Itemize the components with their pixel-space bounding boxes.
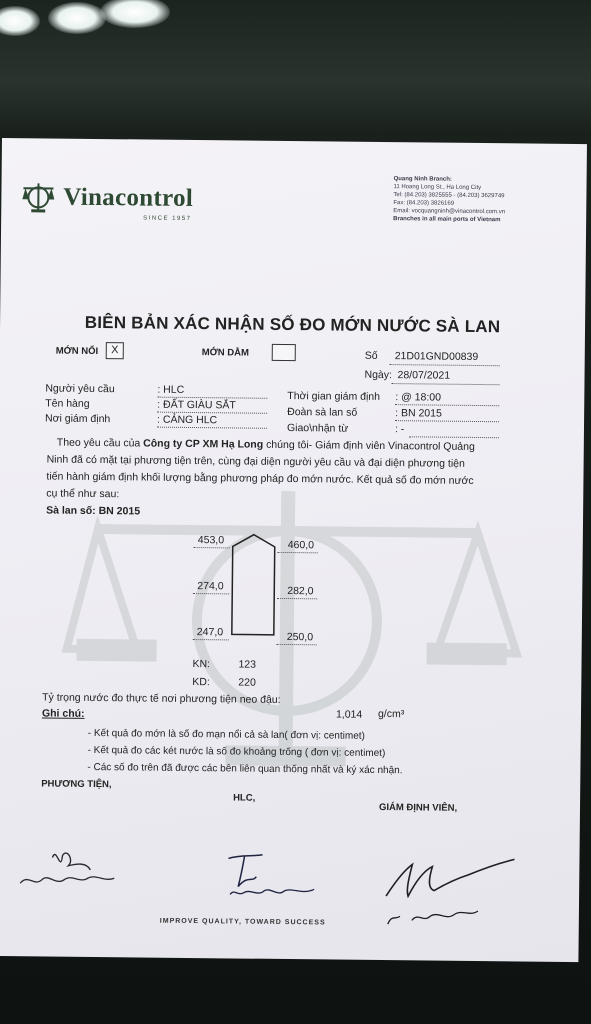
giam-dinh-vien-label: GIÁM ĐỊNH VIÊN,: [378, 801, 458, 814]
kn-label: KN:: [192, 658, 211, 671]
thoi-gian-value: : @ 18:00: [395, 391, 442, 404]
mon-dam-checkbox: [272, 344, 296, 361]
kn-value: 123: [238, 658, 257, 671]
doan-sa-lan-value: : BN 2015: [395, 407, 442, 420]
notes-list: [87, 725, 403, 779]
footer-slogan: IMPROVE QUALITY, TOWARD SUCCESS: [159, 917, 326, 927]
draft-left-top: 453,0: [197, 534, 225, 547]
sa-lan-label: Sà lan số:: [46, 504, 96, 518]
kd-value: 220: [238, 676, 256, 689]
company-name: Công ty CP XM Hạ Long: [143, 437, 264, 451]
document-paper: [0, 138, 587, 962]
signature-phuong-tien: [16, 843, 127, 894]
hlc-label: HLC,: [233, 792, 256, 804]
note-item: - Kết quả đo các két nước là số đo khoảng trống ( đơn vị: centimet): [87, 744, 386, 760]
nguoi-yeu-cau-label: Người yêu cầu: [45, 382, 115, 396]
document-title: BIÊN BẢN XÁC NHẬN SỐ ĐO MỚN NƯỚC SÀ LAN: [84, 312, 501, 337]
kd-label: KD:: [192, 676, 210, 689]
ngay-value: 28/07/2021: [397, 369, 451, 382]
density-label: Tỷ trọng nước đo thực tế nơi phương tiện neo đậu:: [42, 691, 281, 706]
density-unit: g/cm³: [377, 707, 405, 721]
giao-nhan-value: : -: [394, 423, 405, 436]
sa-lan-value: BN 2015: [98, 505, 141, 518]
ten-hang-value: : ĐẤT GIÀU SẮT: [157, 398, 236, 412]
so-label: Số: [364, 349, 378, 362]
noi-giam-dinh-value: : CẢNG HLC: [156, 413, 218, 427]
draft-right-mid: 282,0: [287, 585, 314, 598]
mon-dam-label: MỚN DẰM: [201, 347, 249, 359]
intro-paragraph: Theo yêu cầu của Công ty CP XM Hạ Long chúng tôi- Giám định viên Vinacontrol Quảng Ninh đã có mặt tại phương tiện trên, cùng đại diện người yêu cầu và đại diện phương tiện tiến hành giám định khối lượng bằng phương pháp đo mớn nước. Kết quả số đo mớn nước cụ thể như sau: Sà lan số: BN 2015: [46, 436, 475, 518]
ceiling-lights: [0, 0, 200, 40]
noi-giam-dinh-label: Nơi giám định: [45, 412, 111, 426]
nguoi-yeu-cau-value: : HLC: [157, 383, 185, 396]
thoi-gian-label: Thời gian giám định: [287, 390, 381, 403]
branch-info: Quang Ninh Branch: 11 Hoang Long St., Ha Long City Tel: (84.203) 3825555 - (84.203) 3629749 Fax: (84.203) 3826169 Email: vocquangninh@vinacontrol.com.vn Branches in all main ports of Vietnam: [393, 176, 506, 224]
notes-title: Ghi chú:: [41, 707, 85, 720]
doan-sa-lan-label: Đoàn sà lan số: [287, 406, 358, 419]
giao-nhan-label: Giao\nhận từ: [286, 422, 349, 435]
signature-hlc: [222, 852, 333, 903]
logo-since: SINCE 1957: [143, 215, 192, 222]
ngay-label: Ngày:: [364, 368, 393, 382]
draft-left-mid: 274,0: [197, 580, 224, 593]
vinacontrol-logo: [21, 180, 193, 216]
note-item: - Các số đo trên đã được các bên liên quan thống nhất và ký xác nhận.: [87, 761, 403, 777]
density-value: 1,014: [335, 708, 363, 721]
draft-left-bot: 247,0: [196, 626, 224, 639]
phuong-tien-label: PHƯƠNG TIỆN,: [41, 778, 112, 791]
mon-noi-checkbox: X: [106, 342, 124, 359]
signature-giam-dinh-vien: [382, 850, 533, 932]
draft-right-bot: 250,0: [286, 631, 314, 644]
note-item: - Kết quả đo mớn là số đo mạn nổi cả sà lan( đơn vị: centimet): [87, 727, 365, 742]
draft-right-top: 460,0: [287, 539, 315, 552]
barge-diagram: [229, 532, 280, 637]
logo-text: Vinacontrol: [63, 183, 194, 213]
mon-noi-label: MỚN NỔI: [55, 345, 99, 358]
scale-logo-icon: [21, 180, 55, 214]
so-value: 21D01GND00839: [394, 350, 479, 363]
ten-hang-label: Tên hàng: [45, 397, 90, 410]
